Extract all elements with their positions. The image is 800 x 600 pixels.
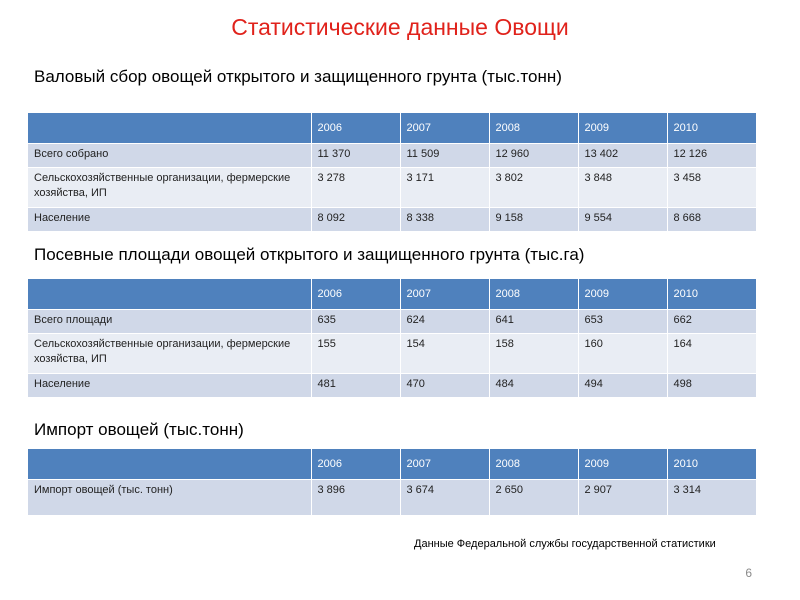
cell-value: 498 <box>667 374 756 398</box>
header-year: 2006 <box>311 449 400 480</box>
cell-value: 11 370 <box>311 144 400 168</box>
cell-value: 3 314 <box>667 480 756 516</box>
cell-value: 3 802 <box>489 168 578 208</box>
sown-area-table <box>28 279 756 398</box>
source-note: Данные Федеральной службы государственной статистики <box>414 538 716 550</box>
gross-harvest-table <box>28 113 756 232</box>
cell-value: 8 092 <box>311 208 400 232</box>
header-year: 2009 <box>578 279 667 310</box>
table-header-row <box>28 449 756 480</box>
table-row <box>28 334 756 374</box>
cell-value: 484 <box>489 374 578 398</box>
cell-value: 158 <box>489 334 578 374</box>
cell-value: 3 171 <box>400 168 489 208</box>
table-row <box>28 208 756 232</box>
page-number: 6 <box>745 566 752 580</box>
cell-value: 8 668 <box>667 208 756 232</box>
row-label: Импорт овощей (тыс. тонн) <box>28 480 311 516</box>
row-label: Население <box>28 374 311 398</box>
header-empty-cell <box>28 449 311 480</box>
row-label: Всего собрано <box>28 144 311 168</box>
gross-harvest-heading: Валовый сбор овощей открытого и защищенного грунта (тыс.тонн) <box>34 67 562 86</box>
cell-value: 9 554 <box>578 208 667 232</box>
cell-value: 164 <box>667 334 756 374</box>
cell-value: 3 458 <box>667 168 756 208</box>
sown-area-heading: Посевные площади овощей открытого и защищенного грунта (тыс.га) <box>34 245 585 264</box>
cell-value: 470 <box>400 374 489 398</box>
cell-value: 12 960 <box>489 144 578 168</box>
row-label: Сельскохозяйственные организации, фермерские хозяйства, ИП <box>28 334 311 374</box>
table-row <box>28 310 756 334</box>
cell-value: 13 402 <box>578 144 667 168</box>
header-year: 2010 <box>667 113 756 144</box>
header-year: 2008 <box>489 279 578 310</box>
cell-value: 2 650 <box>489 480 578 516</box>
header-year: 2010 <box>667 449 756 480</box>
table-row <box>28 480 756 516</box>
cell-value: 160 <box>578 334 667 374</box>
cell-value: 3 848 <box>578 168 667 208</box>
cell-value: 3 674 <box>400 480 489 516</box>
table-row <box>28 144 756 168</box>
header-year: 2006 <box>311 279 400 310</box>
table-header-row <box>28 113 756 144</box>
cell-value: 8 338 <box>400 208 489 232</box>
header-empty-cell <box>28 113 311 144</box>
cell-value: 3 278 <box>311 168 400 208</box>
import-table <box>28 449 756 516</box>
header-year: 2010 <box>667 279 756 310</box>
header-year: 2008 <box>489 449 578 480</box>
header-year: 2007 <box>400 279 489 310</box>
table-row <box>28 168 756 208</box>
header-year: 2008 <box>489 113 578 144</box>
cell-value: 3 896 <box>311 480 400 516</box>
cell-value: 9 158 <box>489 208 578 232</box>
cell-value: 11 509 <box>400 144 489 168</box>
cell-value: 653 <box>578 310 667 334</box>
header-year: 2009 <box>578 113 667 144</box>
header-empty-cell <box>28 279 311 310</box>
table-row <box>28 374 756 398</box>
cell-value: 494 <box>578 374 667 398</box>
cell-value: 12 126 <box>667 144 756 168</box>
header-year: 2007 <box>400 113 489 144</box>
cell-value: 481 <box>311 374 400 398</box>
header-year: 2007 <box>400 449 489 480</box>
cell-value: 624 <box>400 310 489 334</box>
cell-value: 635 <box>311 310 400 334</box>
page-title: Статистические данные Овощи <box>231 14 569 40</box>
cell-value: 641 <box>489 310 578 334</box>
table-header-row <box>28 279 756 310</box>
header-year: 2006 <box>311 113 400 144</box>
cell-value: 662 <box>667 310 756 334</box>
row-label: Всего площади <box>28 310 311 334</box>
cell-value: 154 <box>400 334 489 374</box>
cell-value: 2 907 <box>578 480 667 516</box>
row-label: Население <box>28 208 311 232</box>
cell-value: 155 <box>311 334 400 374</box>
header-year: 2009 <box>578 449 667 480</box>
row-label: Сельскохозяйственные организации, фермерские хозяйства, ИП <box>28 168 311 208</box>
import-heading: Импорт овощей (тыс.тонн) <box>34 420 244 439</box>
